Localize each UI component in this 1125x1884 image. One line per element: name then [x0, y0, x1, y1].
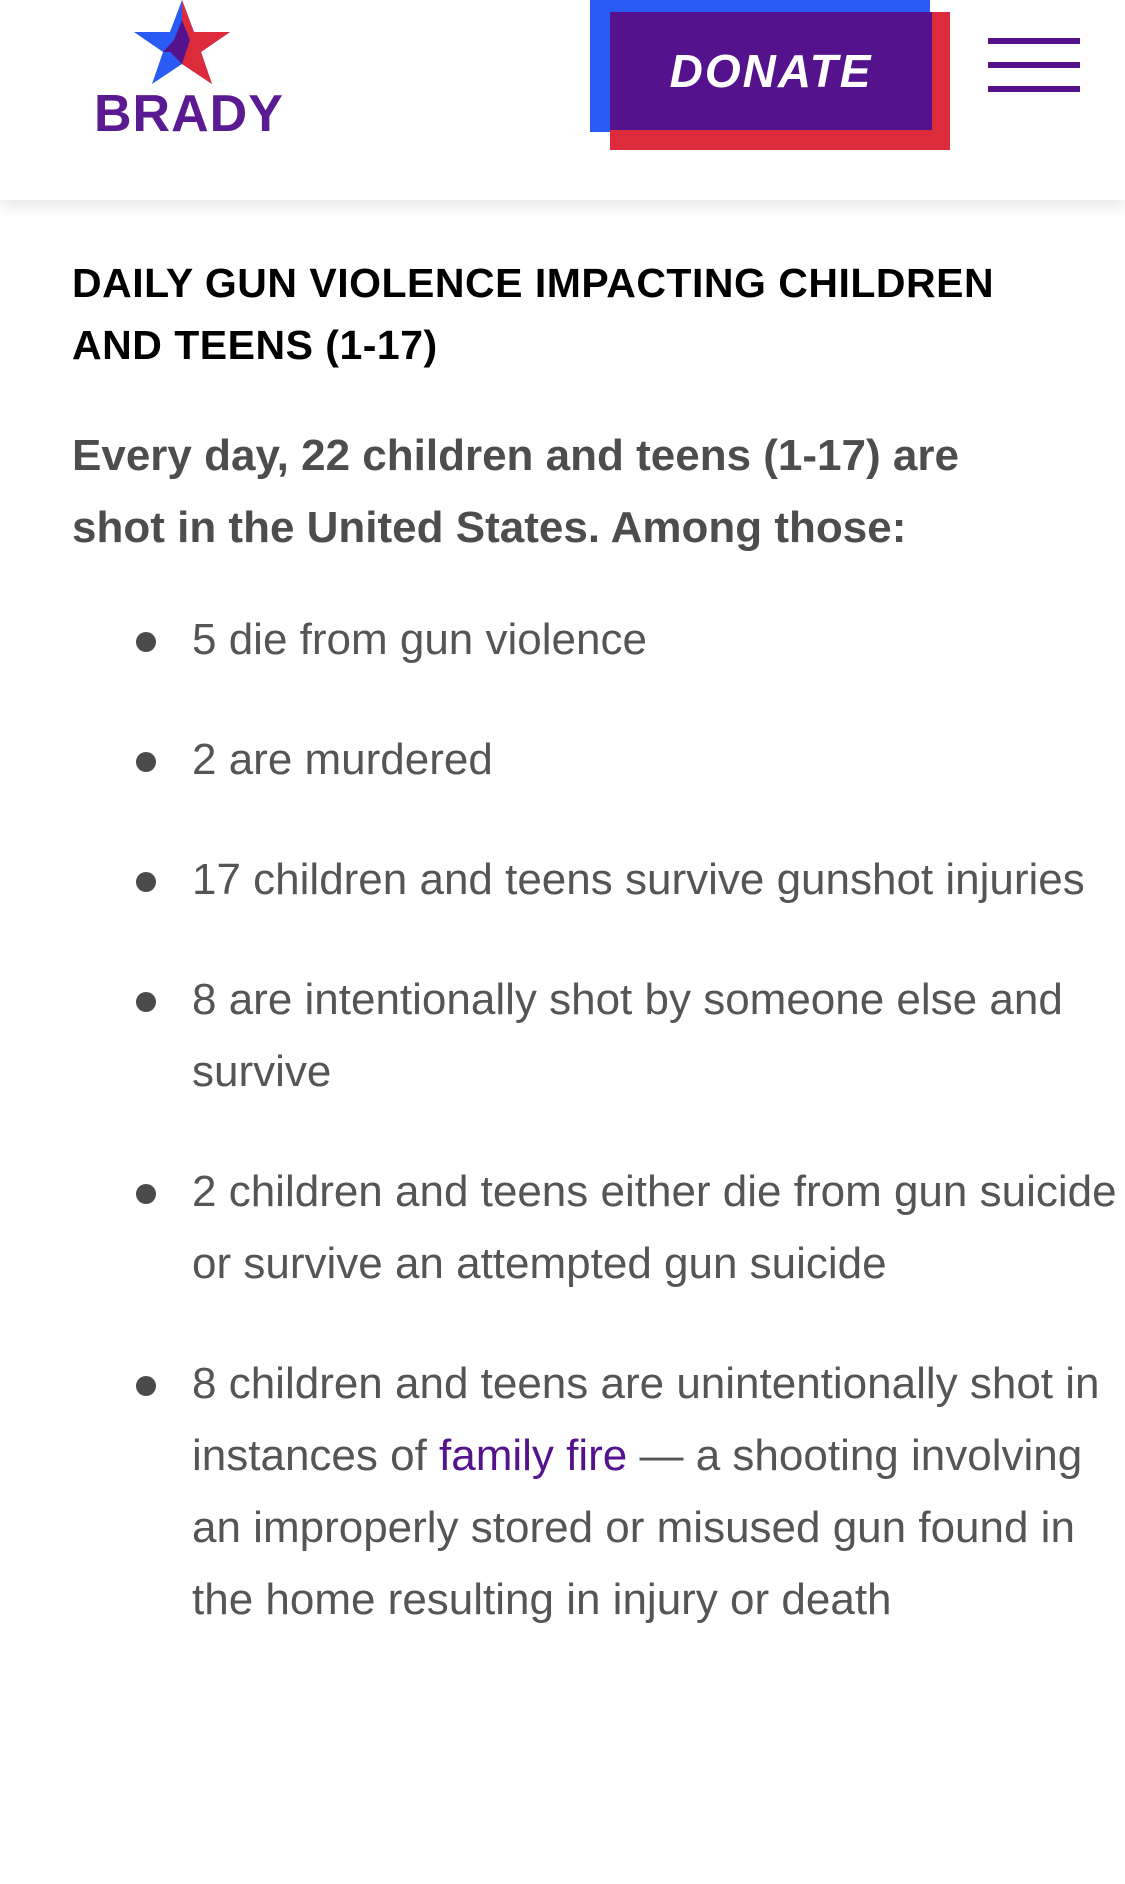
stats-list	[72, 604, 1117, 1636]
section-heading: DAILY GUN VIOLENCE IMPACTING CHILDREN AND TEENS (1-17)	[72, 260, 995, 368]
list-item-text: 5 die from gun violence	[192, 615, 647, 664]
list-item-text: 17 children and teens survive gunshot injuries	[192, 855, 1085, 904]
menu-bar	[988, 38, 1080, 44]
article-content	[72, 252, 1117, 1684]
bullet-icon	[136, 632, 156, 652]
donate-button[interactable]: DONATE	[610, 12, 932, 130]
list-item-text-after: — a shooting involving an improperly stored or misused gun found in the home resulting in injury or death	[192, 1431, 1083, 1624]
list-item	[72, 844, 1122, 916]
bullet-icon	[136, 752, 156, 772]
menu-bar	[988, 62, 1080, 68]
list-item-text-before: 8 children and teens are unintentionally shot in instances of	[192, 1359, 1100, 1480]
list-item	[72, 724, 1122, 796]
list-item	[72, 964, 1122, 1108]
menu-bar	[988, 86, 1080, 92]
list-item	[72, 1156, 1122, 1300]
site-header	[0, 0, 1125, 200]
star-icon	[134, 0, 230, 84]
list-item	[72, 604, 1122, 676]
list-item-text: 2 are murdered	[192, 735, 493, 784]
bullet-icon	[136, 1376, 156, 1396]
list-item-text: 2 children and teens either die from gun suicide or survive an attempted gun suicide	[192, 1167, 1117, 1288]
logo-wordmark: BRADY	[94, 85, 284, 143]
bullet-icon	[136, 872, 156, 892]
list-item-text: 8 are intentionally shot by someone else and survive	[192, 975, 1063, 1096]
lead-paragraph: Every day, 22 children and teens (1-17) are shot in the United States. Among those:	[72, 431, 959, 552]
donate-button-wrapper	[590, 0, 952, 152]
list-item	[72, 1348, 1122, 1636]
bullet-icon	[136, 1184, 156, 1204]
hamburger-menu-icon[interactable]	[988, 36, 1080, 96]
family-fire-link[interactable]: family fire	[439, 1431, 628, 1480]
brady-logo[interactable]	[94, 0, 284, 145]
bullet-icon	[136, 992, 156, 1012]
